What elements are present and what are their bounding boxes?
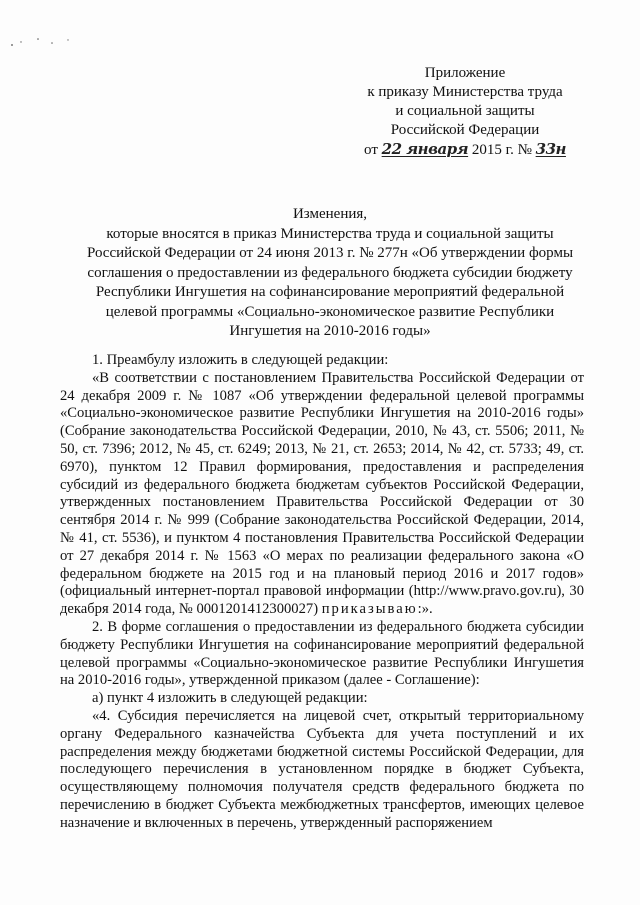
preamble-order-word: приказываю	[321, 601, 418, 618]
preamble-end: :».	[417, 601, 433, 618]
title-line-7: Ингушетия на 2010-2016 годы»	[229, 323, 431, 339]
appendix-ministry-line: и социальной защиты	[395, 103, 535, 119]
title-line-2: которые вносятся в приказ Министерства труда и социальной защиты	[106, 225, 554, 242]
paragraph-preamble-item: 1. Преамбулу изложить в следующей редакции:	[92, 352, 389, 368]
appendix-order-line: к приказу Министерства труда	[367, 84, 563, 100]
appendix-label: Приложение	[424, 65, 506, 81]
document-title	[60, 205, 600, 342]
appendix-header	[360, 64, 570, 160]
title-heading: Изменения,	[292, 206, 368, 222]
title-line-4: соглашения о предоставлении из федерального бюджета субсидии бюджету	[87, 264, 573, 281]
title-line-3: Российской Федерации от 24 июня 2013 г. № 277н «Об утверждении формы	[86, 245, 574, 261]
appendix-federation-line: Российской Федерации	[390, 122, 540, 138]
handwritten-date: 22 января	[381, 140, 469, 158]
paragraph-item-a: а) пункт 4 изложить в следующей редакции:	[92, 690, 368, 707]
paragraph-agreement-form: 2. В форме соглашения о предоставлении из федерального бюджета субсидии бюджету Республики Ингушетия на софинансирование мероприятий федеральной целевой программы «Социально-экономическое развитие Республики Ингушетия на 2010-2016 годы», утвержденной приказом (далее - Соглашение):	[60, 618, 584, 689]
date-prefix: от	[364, 142, 378, 158]
preamble-main-text: «В соответствии с постановлением Правительства Российской Федерации от 24 декабря 2009 г. № 1087 «Об утверждении федеральной целевой программы «Социально-экономическое развитие Республики Ингушетия на 2010-2016 годы» (Собрание законодательства Российской Федерации, 2010, № 43, ст. 5506; 2011, № 50, ст. 7396; 2012, № 45, ст. 6249; 2013, № 21, ст. 2653; 2014, № 42, ст. 5733; 49, ст. 6970), пунктом 12 Правил формирования, предоставления и распределения субсидий из федерального бюджета бюджетам субъектов Российской Федерации, утвержденных постановлением Правительства Российской Федерации от 30 сентября 2014 г. № 999 (Собрание законодательства Российской Федерации, 2014, № 41, ст. 5536), и пунктом 4 постановления Правительства Российской Федерации от 27 декабря 2014 г. № 1563 «О мерах по реализации федерального закона «О федеральном бюджете на 2015 год и на плановый период 2016 и 2017 годов» (официальный интернет-портал правовой информации (http://www.pravo.gov.ru), 30 декабря 2014 года, № 0001201412300027)	[60, 369, 584, 618]
title-line-5: Республики Ингушетия на софинансирование мероприятий федеральной	[95, 284, 565, 300]
title-line-6: целевой программы «Социально-экономическое развитие Республики	[105, 303, 555, 320]
scan-noise	[8, 36, 78, 48]
year-number-label: 2015 г. №	[471, 142, 532, 158]
document-body	[60, 352, 584, 833]
handwritten-order-number: 33н	[535, 140, 566, 158]
paragraph-preamble-text	[60, 370, 584, 619]
paragraph-subsidy-clause: «4. Субсидия перечисляется на лицевой счет, открытый территориальному органу Федерального казначейства Субъекта для учета поступлений и их распределения между бюджетами бюджетной системы Российской Федерации, для последующего перечисления в установленном порядке в бюджет Субъекта, осуществляющему полномочия получателя средств федерального бюджета по перечислению в бюджет Субъекта межбюджетных трансфертов, имеющих целевое назначение и включенных в перечень, утвержденный распоряжением	[60, 707, 584, 831]
appendix-date-line	[360, 140, 570, 160]
